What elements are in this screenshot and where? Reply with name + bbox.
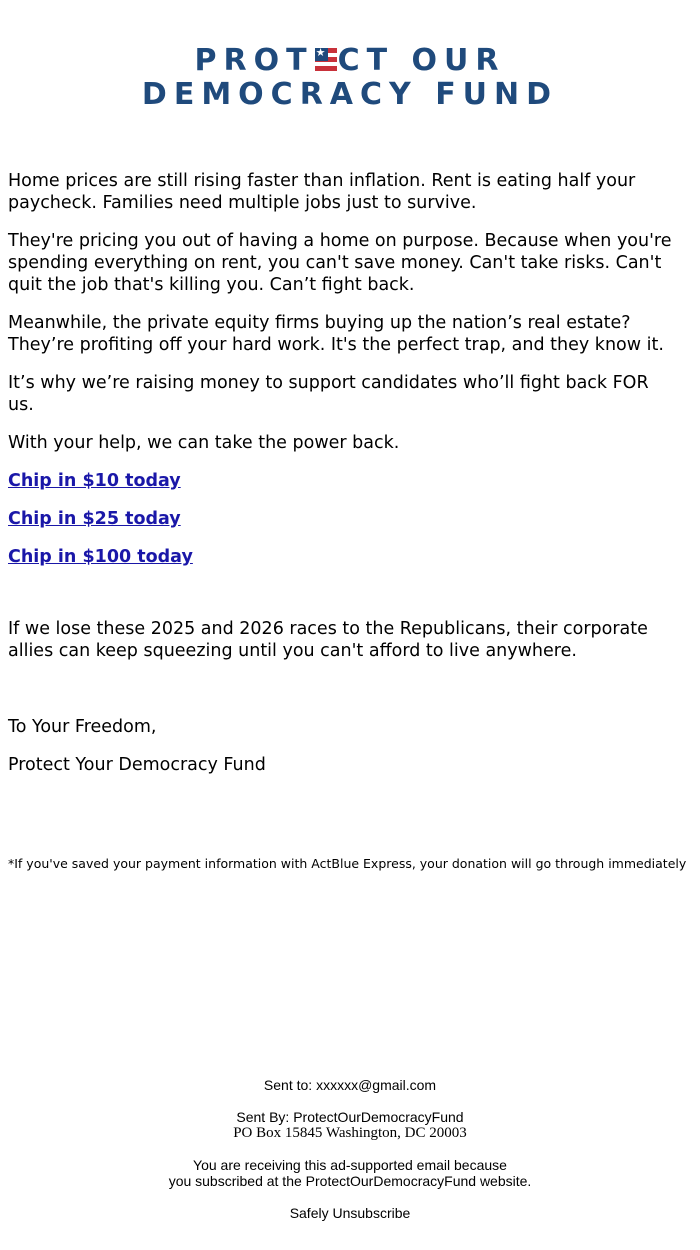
reason-line-1: You are receiving this ad-supported email because [193,1157,507,1173]
logo-line-1 [0,44,700,78]
donate-100-link[interactable]: Chip in $100 today [8,547,193,567]
logo-text-a: PROT [194,43,314,78]
donate-25-link[interactable]: Chip in $25 today [8,509,181,529]
sent-by: Sent By: ProtectOurDemocracyFund [236,1109,464,1125]
unsubscribe-link[interactable]: Safely Unsubscribe [289,1205,411,1221]
logo-line-2: DEMOCRACY FUND [141,77,559,112]
closing: To Your Freedom, [8,717,157,737]
flag-e-icon: ★ [315,48,337,72]
email-body [8,170,673,792]
paragraph: They're pricing you out of having a home on purpose. Because when you're spending everything on rent, you can't save money. Can't take risks. Can't quit the job that's killing you. Can’t fight back. [8,231,672,295]
logo-text-b: CT OUR [337,43,506,78]
paragraph: Meanwhile, the private equity firms buying up the nation’s real estate? They’re profiting off your hard work. It's the perfect trap, and they know it. [8,313,664,355]
paragraph: Home prices are still rising faster than inflation. Rent is eating half your paycheck. Families need multiple jobs just to survive. [8,171,636,213]
address: PO Box 15845 Washington, DC 20003 [233,1125,467,1141]
sent-to: Sent to: xxxxxx@gmail.com [263,1077,437,1093]
paragraph: With your help, we can take the power back. [8,433,400,453]
signature: Protect Your Democracy Fund [8,755,266,775]
disclaimer: *If you've saved your payment information with ActBlue Express, your donation will go through immediately [8,856,687,871]
donate-10-link[interactable]: Chip in $10 today [8,471,181,491]
paragraph: It’s why we’re raising money to support candidates who’ll fight back FOR us. [8,373,649,415]
reason-line-2: you subscribed at the ProtectOurDemocracyFund website. [168,1173,532,1189]
paragraph: If we lose these 2025 and 2026 races to the Republicans, their corporate allies can keep squeezing until you can't afford to live anywhere. [8,619,648,661]
brand-logo [0,44,700,112]
footer [0,1077,700,1221]
